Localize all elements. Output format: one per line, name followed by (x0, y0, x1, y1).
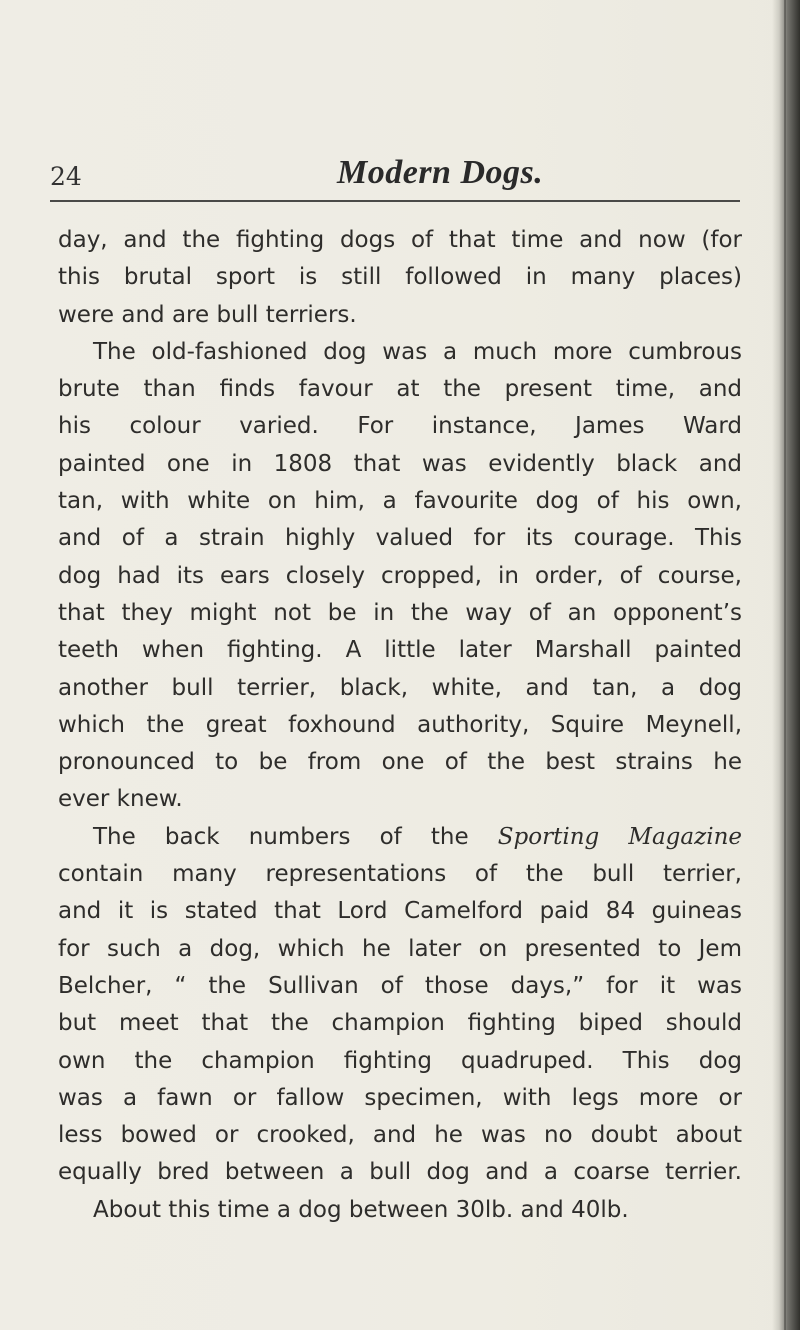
header-rule (50, 200, 740, 202)
text-line: teeth when fighting. A little later Marshall painted (58, 637, 742, 664)
text-line: dog had its ears closely cropped, in order, of course, (58, 562, 742, 589)
running-title: Modern Dogs. (337, 154, 544, 191)
text-line: day, and the fighting dogs of that time and now (for (58, 227, 742, 253)
text-line: and of a strain highly valued for its courage. This (58, 525, 742, 552)
page-edge-line (784, 0, 786, 1330)
text-line: ever knew. (58, 786, 183, 813)
text-line: Belcher, “ the Sullivan of those days,” for it was (58, 972, 742, 999)
text-line: his colour varied. For instance, James Ward (58, 413, 742, 440)
text-line: for such a dog, which he later on presented to Jem (58, 935, 742, 962)
page-number: 24 (50, 162, 82, 191)
text-line: but meet that the champion fighting biped should (58, 1010, 742, 1037)
text-line: painted one in 1808 that was evidently black and (58, 450, 742, 477)
text-line (58, 819, 742, 856)
text-line: contain many representations of the bull terrier, (58, 861, 742, 888)
text-line: The old-fashioned dog was a much more cumbrous (93, 338, 742, 365)
text-line: was a fawn or fallow specimen, with legs more or (58, 1084, 742, 1111)
body-text (58, 222, 742, 1229)
text-line: tan, with white on him, a favourite dog of his own, (58, 488, 742, 515)
text-line: that they might not be in the way of an opponent’s (58, 599, 742, 626)
page-edge-shadow (772, 0, 800, 1330)
text-line: this brutal sport is still followed in many places) (58, 264, 742, 291)
text-line: which the great foxhound authority, Squire Meynell, (58, 711, 742, 738)
text-line: About this time a dog between 30lb. and 40lb. (93, 1196, 629, 1223)
page-header (50, 150, 740, 200)
text-line: brute than finds favour at the present time, and (58, 376, 742, 403)
text-line: own the champion fighting quadruped. This dog (58, 1047, 742, 1074)
text-line: were and are bull terriers. (58, 301, 357, 328)
text-line: another bull terrier, black, white, and tan, a dog (58, 674, 742, 701)
text-line: pronounced to be from one of the best strains he (58, 749, 742, 776)
text-line: less bowed or crooked, and he was no doubt about (58, 1122, 742, 1149)
text-segment: The back numbers of the (93, 823, 469, 850)
text-line: equally bred between a bull dog and a coarse terrier. (58, 1159, 742, 1186)
text-line: and it is stated that Lord Camelford paid 84 guineas (58, 898, 742, 925)
italic-title: Sporting Magazine (497, 823, 742, 850)
